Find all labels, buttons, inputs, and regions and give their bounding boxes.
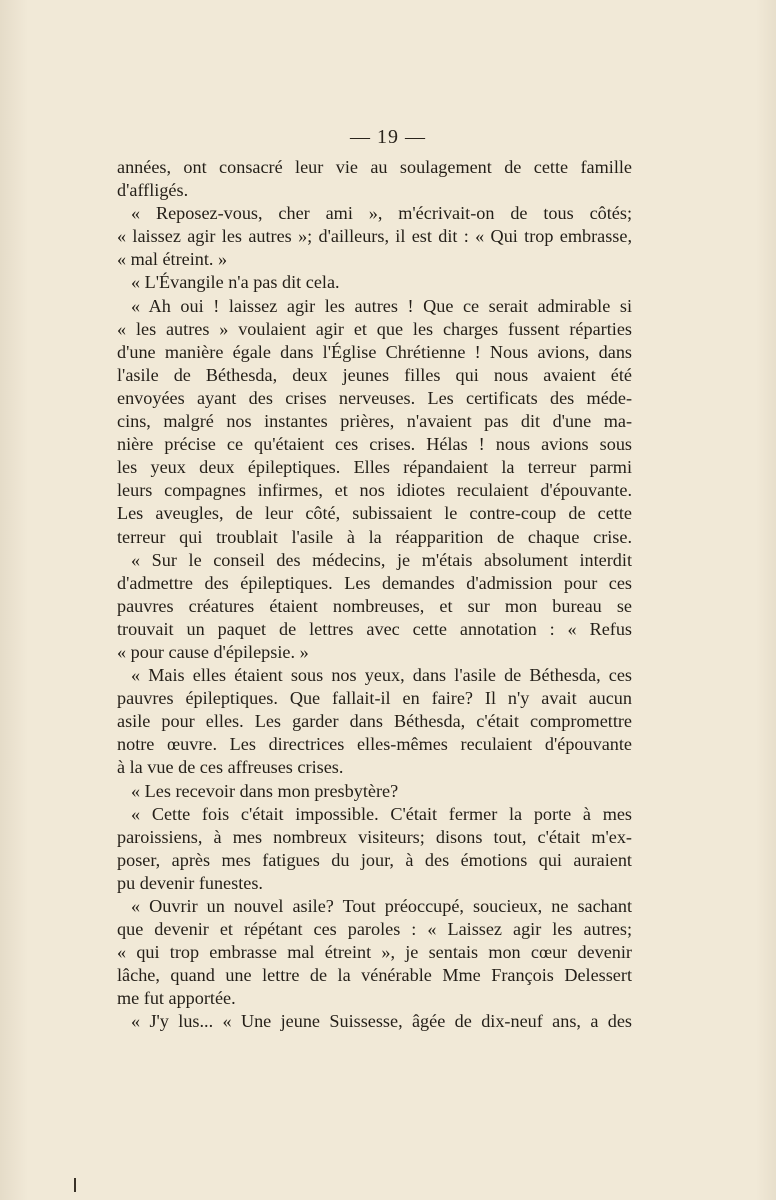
text-line: asile pour elles. Les garder dans Béthesda, c'était compromettre xyxy=(117,711,632,732)
text-line: « L'Évangile n'a pas dit cela. xyxy=(131,272,340,293)
text-line: « Sur le conseil des médecins, je m'étais absolument interdit xyxy=(131,549,632,570)
text-line: d'une manière égale dans l'Église Chrétienne ! Nous avions, dans xyxy=(117,341,632,362)
text-line: pauvres créatures étaient nombreuses, et sur mon bureau se xyxy=(117,595,632,616)
text-line: « les autres » voulaient agir et que les charges fussent réparties xyxy=(117,318,632,339)
text-line: les yeux deux épileptiques. Elles répandaient la terreur parmi xyxy=(117,457,632,478)
text-line: « Ah oui ! laissez agir les autres ! Que ce serait admirable si xyxy=(131,295,632,316)
text-line: d'admettre des épileptiques. Les demandes d'admission pour ces xyxy=(117,572,632,593)
text-line: à la vue de ces affreuses crises. xyxy=(117,757,344,778)
text-line: « qui trop embrasse mal étreint », je sentais mon cœur devenir xyxy=(117,942,632,963)
text-line: « laissez agir les autres »; d'ailleurs, il est dit : « Qui trop embrasse, xyxy=(117,226,632,247)
text-line: « Cette fois c'était impossible. C'était fermer la porte à mes xyxy=(131,803,632,824)
text-line: envoyées ayant des crises nerveuses. Les certificats des méde- xyxy=(117,387,632,408)
text-line: nière précise ce qu'étaient ces crises. Hélas ! nous avions sous xyxy=(117,434,632,455)
text-line: « Mais elles étaient sous nos yeux, dans l'asile de Béthesda, ces xyxy=(131,665,632,686)
text-line: Les aveugles, de leur côté, subissaient le contre-coup de cette xyxy=(117,503,632,524)
text-line: lâche, quand une lettre de la vénérable Mme François Delessert xyxy=(117,965,632,986)
text-line: d'affligés. xyxy=(117,180,189,201)
text-line: pauvres épileptiques. Que fallait-il en faire? Il n'y avait aucun xyxy=(117,688,632,709)
text-line: terreur qui troublait l'asile à la réapparition de chaque crise. xyxy=(117,526,632,547)
text-line: années, ont consacré leur vie au soulagement de cette famille xyxy=(117,157,632,177)
text-line: « Reposez-vous, cher ami », m'écrivait-on de tous côtés; xyxy=(131,203,632,224)
text-line: « J'y lus... « Une jeune Suissesse, âgée de dix-neuf ans, a des xyxy=(131,1011,632,1032)
text-line: cins, malgré nos instantes prières, n'avaient pas dit d'une ma- xyxy=(117,411,632,432)
text-line: « Les recevoir dans mon presbytère? xyxy=(131,780,399,801)
text-line: l'asile de Béthesda, deux jeunes filles qui nous avaient été xyxy=(117,364,632,385)
page-number: — 19 — xyxy=(350,126,426,148)
text-line: leurs compagnes infirmes, et nos idiotes reculaient d'épouvante. xyxy=(117,480,632,501)
body-text xyxy=(117,156,632,1034)
text-line: « mal étreint. » xyxy=(117,249,228,270)
text-line: me fut apportée. xyxy=(117,988,236,1009)
text-line: « Ouvrir un nouvel asile? Tout préoccupé, soucieux, ne sachant xyxy=(131,896,632,916)
text-line: que devenir et répétant ces paroles : « Laissez agir les autres; xyxy=(117,919,632,940)
text-line: poser, après mes fatigues du jour, à des émotions qui auraient xyxy=(117,849,632,870)
text-line: « pour cause d'épilepsie. » xyxy=(117,641,309,662)
margin-mark xyxy=(74,1178,76,1192)
text-line: pu devenir funestes. xyxy=(117,872,263,893)
text-line: trouvait un paquet de lettres avec cette annotation : « Refus xyxy=(117,618,632,639)
text-line: paroissiens, à mes nombreux visiteurs; disons tout, c'était m'ex- xyxy=(117,826,632,847)
text-line: notre œuvre. Les directrices elles-mêmes reculaient d'épouvante xyxy=(117,734,632,755)
